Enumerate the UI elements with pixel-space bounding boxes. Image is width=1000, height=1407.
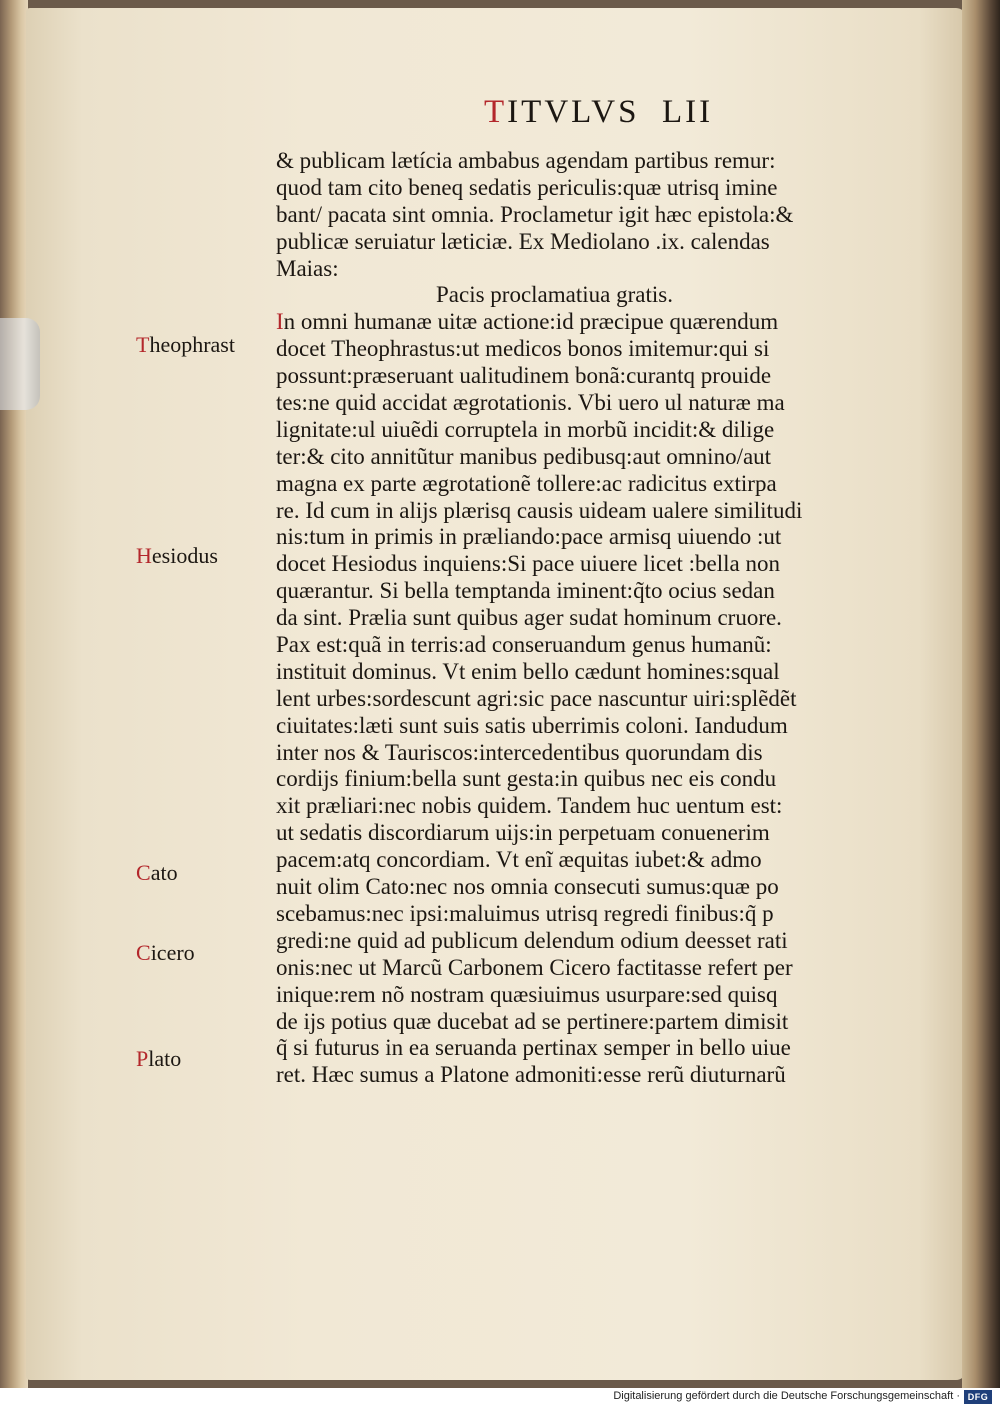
text-line: Maias: <box>276 255 339 281</box>
rubricated-initial: I <box>276 309 284 335</box>
text-line: inter nos & Tauriscos:intercedentibus quorundam dis <box>276 739 763 765</box>
text-line: onis:nec ut Marcũ Carbonem Cicero factitasse refert per <box>276 954 793 980</box>
margin-note-hesiodus: Hesiodus <box>136 543 218 568</box>
main-text-block <box>276 148 896 1089</box>
text-line: nis:tum in primis in præliando:pace armisq uiuendo :ut <box>276 524 782 550</box>
text-line: ter:& cito annitũtur manibus pedibusq:aut omnino/aut <box>276 443 772 469</box>
funding-credit: Digitalisierung gefördert durch die Deutsche Forschungsgemeinschaft · <box>613 1390 960 1402</box>
book-right-edge <box>962 0 1000 1388</box>
text-line: xit præliari:nec nobis quidem. Tandem huc uentum est: <box>276 793 783 819</box>
text-line: ciuitates:læti sunt suis satis uberrimis coloni. Iandudum <box>276 712 788 738</box>
rubricated-initial: T <box>136 332 150 357</box>
text-line: pacem:atq concordiam. Vt enĩ æquitas iubet:& admo <box>276 847 762 873</box>
text-line: cordijs finium:bella sunt gesta:in quibus nec eis condu <box>276 766 777 792</box>
dfg-logo: DFG <box>964 1390 992 1404</box>
text-line: re. Id cum in alijs plærisq causis uideam ualere similitudi <box>276 497 803 523</box>
text-line: nuit olim Cato:nec nos omnia consecuti sumus:quæ po <box>276 874 779 900</box>
rubricated-initial: H <box>136 543 152 568</box>
text-line: da sint. Prælia sunt quibus ager sudat hominum cruore. <box>276 605 782 631</box>
book-clasp <box>0 318 40 410</box>
running-head-initial: T <box>484 94 508 130</box>
text-line: ret. Hæc sumus a Platone admoniti:esse rerũ diuturnarũ <box>276 1062 786 1088</box>
text-line: inique:rem nõ nostram quæsiuimus usurpare:sed quisq <box>276 981 778 1007</box>
margin-note-cicero: Cicero <box>136 940 195 965</box>
text-line: gredi:ne quid ad publicum delendum odium deesset rati <box>276 927 788 953</box>
book-left-page-edges <box>0 0 28 1388</box>
margin-note-plato: Plato <box>136 1046 182 1071</box>
text-line: publicæ seruiatur læticiæ. Ex Mediolano .ix. calendas <box>276 228 770 254</box>
text-line: possunt:præseruant ualitudinem bonã:curantq prouide <box>276 363 772 389</box>
text-line: scebamus:nec ipsi:maluimus utrisq regredi finibus:q̃ p <box>276 900 774 926</box>
text-line: magna ex parte ægrotationẽ tollere:ac radicitus extirpa <box>276 470 777 496</box>
text-line: q̃ si futurus in ea seruanda pertinax semper in bello uiue <box>276 1035 791 1061</box>
text-line: Pax est:quã in terris:ad conseruandum genus humanũ: <box>276 632 772 658</box>
text-line: ut sedatis discordiarum uijs:in perpetuam conuenerim <box>276 820 770 846</box>
text-line: bant/ pacata sint omnia. Proclametur igit hæc epistola:& <box>276 201 794 227</box>
text-line: quærantur. Si bella temptanda iminent:q̃to ocius sedan <box>276 578 775 604</box>
text-line: lent urbes:sordescunt agri:sic pace nascuntur uiri:splẽdẽt <box>276 685 797 711</box>
text-line: docet Hesiodus inquiens:Si pace uiuere licet :bella non <box>276 551 780 577</box>
text-line: quod tam cito beneq sedatis periculis:quæ utrisq imine <box>276 174 778 200</box>
folio-number: LII <box>661 94 714 130</box>
text-line: instituit dominus. Vt enim bello cædunt homines:squal <box>276 658 780 684</box>
text-line: tes:ne quid accidat ægrotationis. Vbi uero ul naturæ ma <box>276 390 785 416</box>
text-line: docet Theophrastus:ut medicos bonos imitemur:qui si <box>276 336 770 362</box>
margin-note-cato: Cato <box>136 860 178 885</box>
rubricated-initial: P <box>136 1046 149 1071</box>
running-head <box>484 94 713 131</box>
section-heading: Pacis proclamatiua gratis. <box>436 282 673 308</box>
text-line: de ijs potius quæ ducebat ad se pertinere:partem dimisit <box>276 1008 789 1034</box>
margin-note-theophrastus: Theophrast <box>136 332 235 357</box>
rubricated-initial: C <box>136 940 151 965</box>
text-line: & publicam lætícia ambabus agendam partibus remur: <box>276 148 776 173</box>
text-line: In omni humanæ uitæ actione:id præcipue quærendum <box>276 309 779 335</box>
rubricated-initial: C <box>136 860 151 885</box>
text-line: lignitate:ul uiuẽdi corruptela in morbũ incidit:& dilige <box>276 416 775 442</box>
running-head-title: ITVLVS <box>507 94 640 130</box>
